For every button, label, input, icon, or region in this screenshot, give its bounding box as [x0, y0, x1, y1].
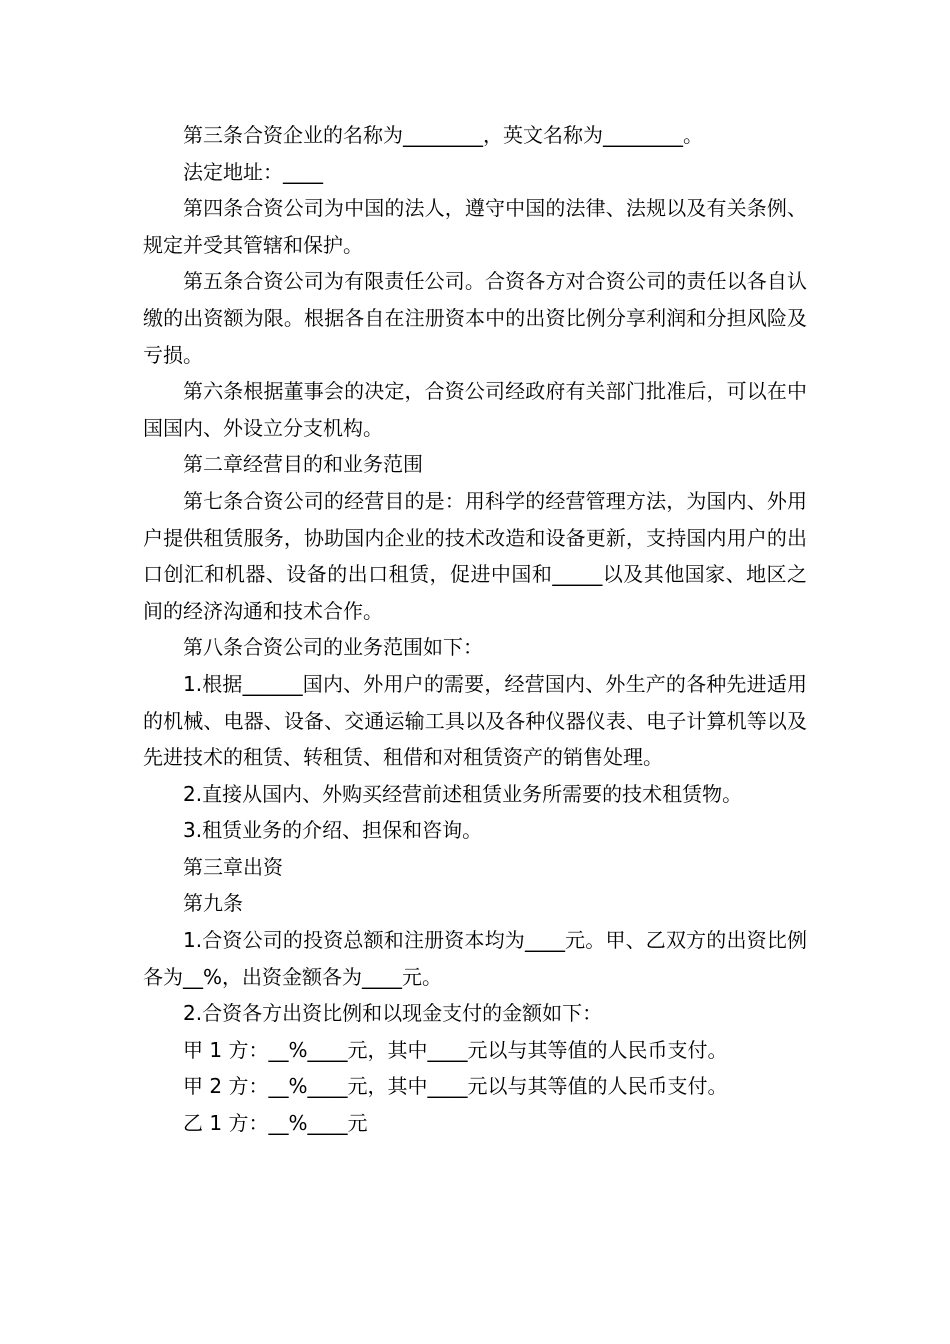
paragraph-article-9: 第九条 [183, 891, 243, 916]
list-item-business-1: 1.根据______国内、外用户的需要，经营国内、外生产的各种先进适用的机械、电器、设备、交通运输工具以及各种仪器仪表、电子计算机等以及先进技术的租赁、转租赁、租借和对租赁资产的销售处理。 [143, 671, 807, 770]
list-item-investment-1: 1.合资公司的投资总额和注册资本均为____元。甲、乙双方的出资比例各为__%，出资金额各为____元。 [143, 928, 807, 989]
party-b1-contribution: 乙 1 方：__%____元 [183, 1111, 368, 1136]
paragraph-article-6: 第六条根据董事会的决定，合资公司经政府有关部门批准后，可以在中国国内、外设立分支机构。 [143, 379, 807, 440]
paragraph-legal-address: 法定地址：____ [183, 159, 323, 184]
paragraph-article-4: 第四条合资公司为中国的法人，遵守中国的法律、法规以及有关条例、规定并受其管辖和保护。 [143, 196, 807, 257]
paragraph-article-7: 第七条合资公司的经营目的是：用科学的经营管理方法，为国内、外用户提供租赁服务，协助国内企业的技术改造和设备更新，支持国内用户的出口创汇和机器、设备的出口租赁，促进中国和_____以及其他国家、地区之间的经济沟通和技术合作。 [143, 488, 807, 623]
paragraph-article-3: 第三条合资企业的名称为________，英文名称为________。 [183, 123, 703, 147]
paragraph-article-8: 第八条合资公司的业务范围如下： [183, 635, 483, 660]
party-a1-contribution: 甲 1 方：__%____元，其中____元以与其等值的人民币支付。 [183, 1037, 728, 1062]
document-body [143, 117, 807, 1142]
party-a2-contribution: 甲 2 方：__%____元，其中____元以与其等值的人民币支付。 [183, 1074, 728, 1099]
list-item-business-2: 2.直接从国内、外购买经营前述租赁业务所需要的技术租赁物。 [183, 781, 743, 806]
chapter-2-heading: 第二章经营目的和业务范围 [183, 452, 423, 477]
list-item-investment-2: 2.合资各方出资比例和以现金支付的金额如下： [183, 1001, 603, 1026]
paragraph-article-5: 第五条合资公司为有限责任公司。合资各方对合资公司的责任以各自认缴的出资额为限。根据各自在注册资本中的出资比例分享利润和分担风险及亏损。 [143, 269, 807, 367]
list-item-business-3: 3.租赁业务的介绍、担保和咨询。 [183, 818, 483, 843]
chapter-3-heading: 第三章出资 [183, 854, 283, 879]
